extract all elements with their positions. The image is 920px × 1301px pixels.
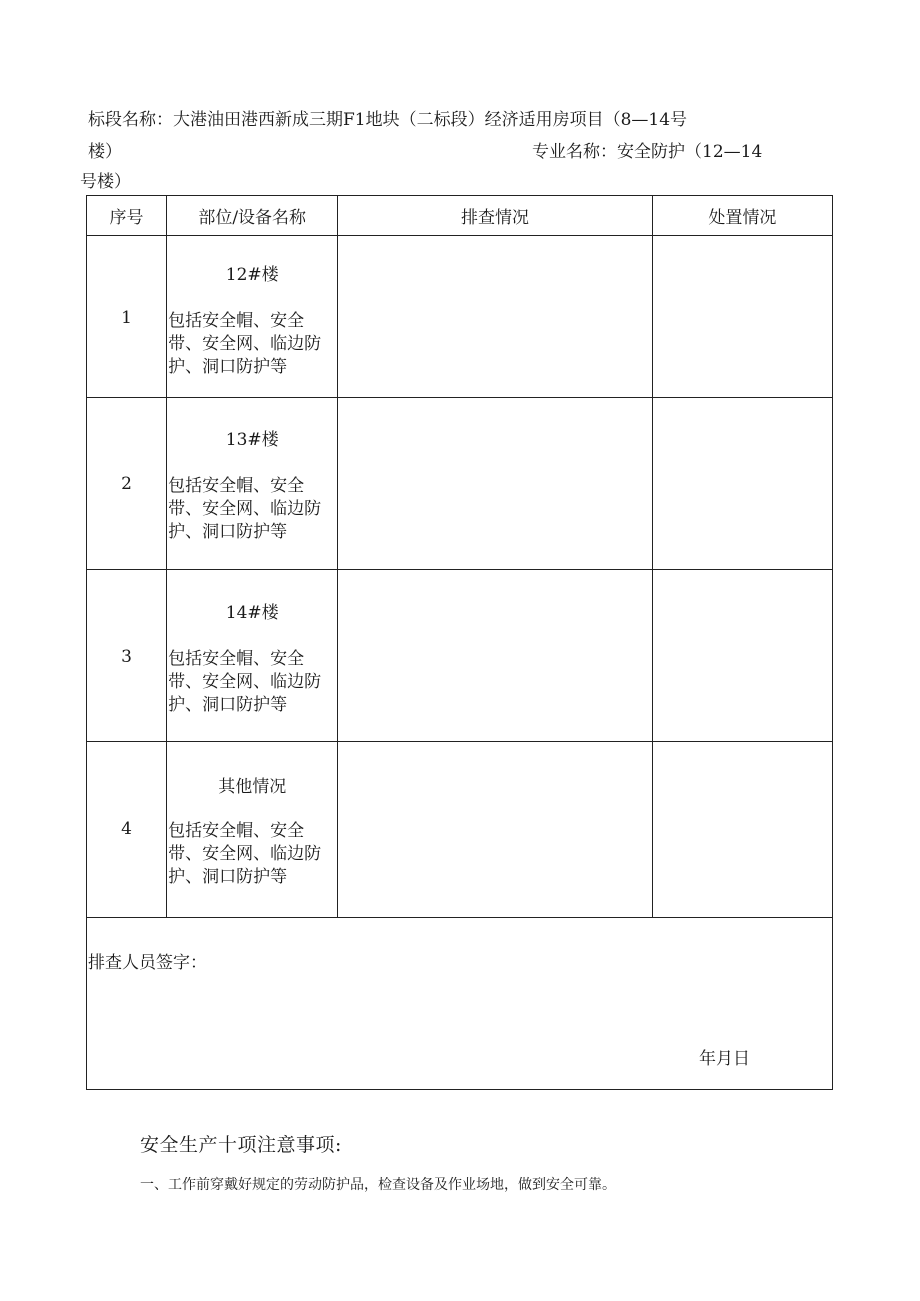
row-serial-no: 3 (121, 647, 132, 667)
section-name-line2: 楼） (88, 142, 122, 162)
specialty-name-line2: 号楼） (80, 172, 131, 192)
row-location-cell (167, 236, 338, 398)
signature-cell[interactable] (87, 918, 833, 1090)
signature-row (87, 918, 833, 1090)
header-handling-status: 处置情况 (652, 196, 832, 236)
table-row (87, 742, 833, 918)
row-check-cell[interactable] (338, 398, 652, 570)
row-location-description: 包括安全帽、安全带、安全网、临边防护、洞口防护等 (168, 649, 322, 715)
notice-item: 一、工作前穿戴好规定的劳动防护品，检查设备及作业场地，做到安全可靠。 (140, 1177, 616, 1193)
row-location-name: 14#楼 (225, 603, 279, 623)
table-row (87, 236, 833, 398)
row-handling-cell[interactable] (652, 398, 832, 570)
row-check-cell[interactable] (338, 236, 652, 398)
row-location-name: 12#楼 (225, 265, 279, 285)
row-serial-no: 2 (121, 474, 132, 494)
row-location-description: 包括安全帽、安全带、安全网、临边防护、洞口防护等 (168, 476, 322, 542)
row-check-cell[interactable] (338, 742, 652, 918)
row-serial-cell (87, 236, 167, 398)
row-serial-cell (87, 398, 167, 570)
notice-title: 安全生产十项注意事项: (140, 1134, 342, 1156)
date-label: 年月日 (699, 1049, 750, 1069)
row-location-cell (167, 742, 338, 918)
row-serial-cell (87, 570, 167, 742)
row-location-cell (167, 570, 338, 742)
row-location-description: 包括安全帽、安全带、安全网、临边防护、洞口防护等 (168, 821, 322, 887)
row-check-cell[interactable] (338, 570, 652, 742)
row-location-name: 13#楼 (225, 430, 279, 450)
signature-label: 排查人员签字： (88, 953, 207, 973)
table-header-row (87, 196, 833, 236)
header-serial-no: 序号 (87, 196, 167, 236)
row-location-name: 其他情况 (218, 777, 287, 797)
table-row (87, 570, 833, 742)
row-handling-cell[interactable] (652, 742, 832, 918)
row-location-cell (167, 398, 338, 570)
row-serial-no: 1 (121, 308, 132, 328)
inspection-table (86, 195, 833, 1090)
specialty-name-line1: 专业名称：安全防护（12—14 (532, 142, 763, 162)
row-handling-cell[interactable] (652, 570, 832, 742)
header-check-status: 排查情况 (338, 196, 652, 236)
section-name-line1: 标段名称：大港油田港西新成三期F1地块（二标段）经济适用房项目（8—14号 (88, 110, 688, 130)
row-serial-no: 4 (121, 819, 132, 839)
row-handling-cell[interactable] (652, 236, 832, 398)
row-location-description: 包括安全帽、安全带、安全网、临边防护、洞口防护等 (168, 311, 322, 377)
header-location: 部位/设备名称 (167, 196, 338, 236)
table-row (87, 398, 833, 570)
row-serial-cell (87, 742, 167, 918)
